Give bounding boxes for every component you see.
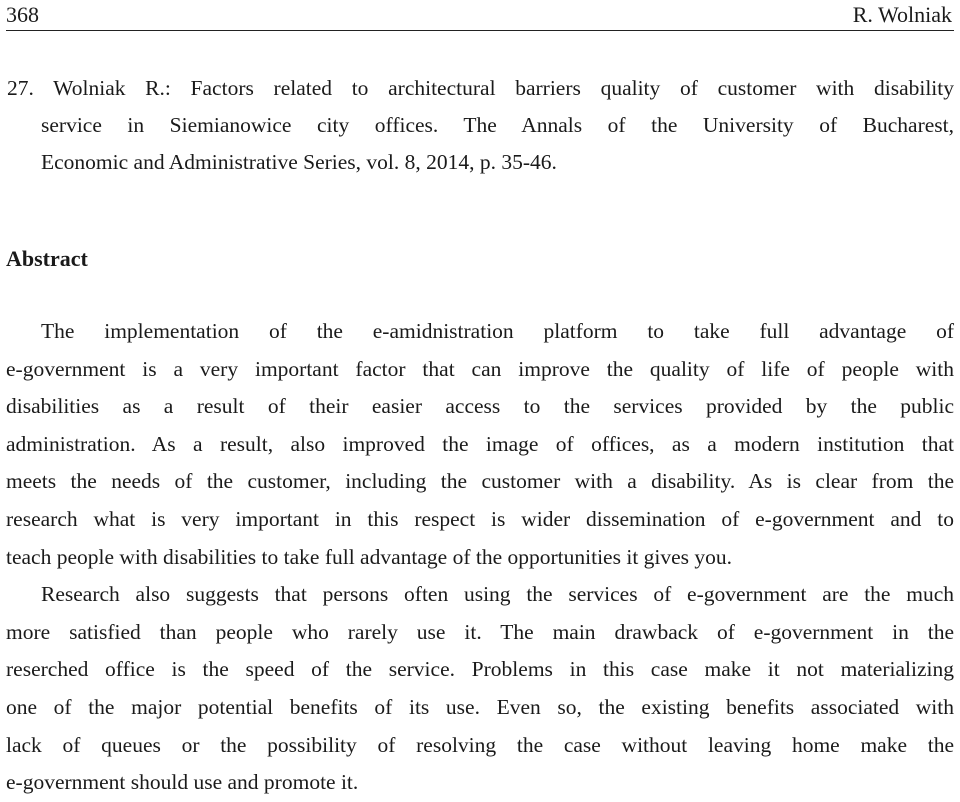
abstract-line: disabilities as a result of their easier access to the services provided by the public — [6, 394, 954, 419]
abstract-line: one of the major potential benefits of its use. Even so, the existing benefits associated with — [6, 694, 954, 719]
abstract-heading: Abstract — [6, 246, 88, 271]
abstract-body — [6, 313, 954, 802]
abstract-line: administration. As a result, also improved the image of offices, as a modern institution that — [6, 431, 954, 456]
abstract-line: teach people with disabilities to take full advantage of the opportunities it gives you. — [6, 544, 733, 569]
abstract-line: lack of queues or the possibility of resolving the case without leaving home make the — [6, 732, 954, 757]
running-header — [6, 0, 954, 31]
reference-line: 27. Wolniak R.: Factors related to architectural barriers quality of customer with disability — [7, 76, 954, 100]
abstract-line: Research also suggests that persons often using the services of e-government are the much — [41, 582, 954, 607]
abstract-line: The implementation of the e-amidnistration platform to take full advantage of — [41, 319, 954, 343]
reference-entry — [0, 70, 954, 181]
abstract-line: reserched office is the speed of the service. Problems in this case make it not materializing — [6, 657, 954, 682]
reference-line: service in Siemianowice city offices. The Annals of the University of Bucharest, — [41, 113, 954, 137]
abstract-line: more satisfied than people who rarely use it. The main drawback of e-government in the — [6, 619, 954, 644]
abstract-line: meets the needs of the customer, including the customer with a disability. As is clear from the — [6, 469, 954, 494]
abstract-line: e-government should use and promote it. — [6, 770, 359, 795]
reference-line: Economic and Administrative Series, vol. 8, 2014, p. 35-46. — [41, 150, 557, 174]
running-header-author: R. Wolniak — [852, 2, 952, 27]
abstract-line: research what is very important in this respect is wider dissemination of e-government and to — [6, 506, 954, 531]
abstract-line: e-government is a very important factor that can improve the quality of life of people with — [6, 356, 954, 381]
page-number: 368 — [6, 2, 39, 27]
